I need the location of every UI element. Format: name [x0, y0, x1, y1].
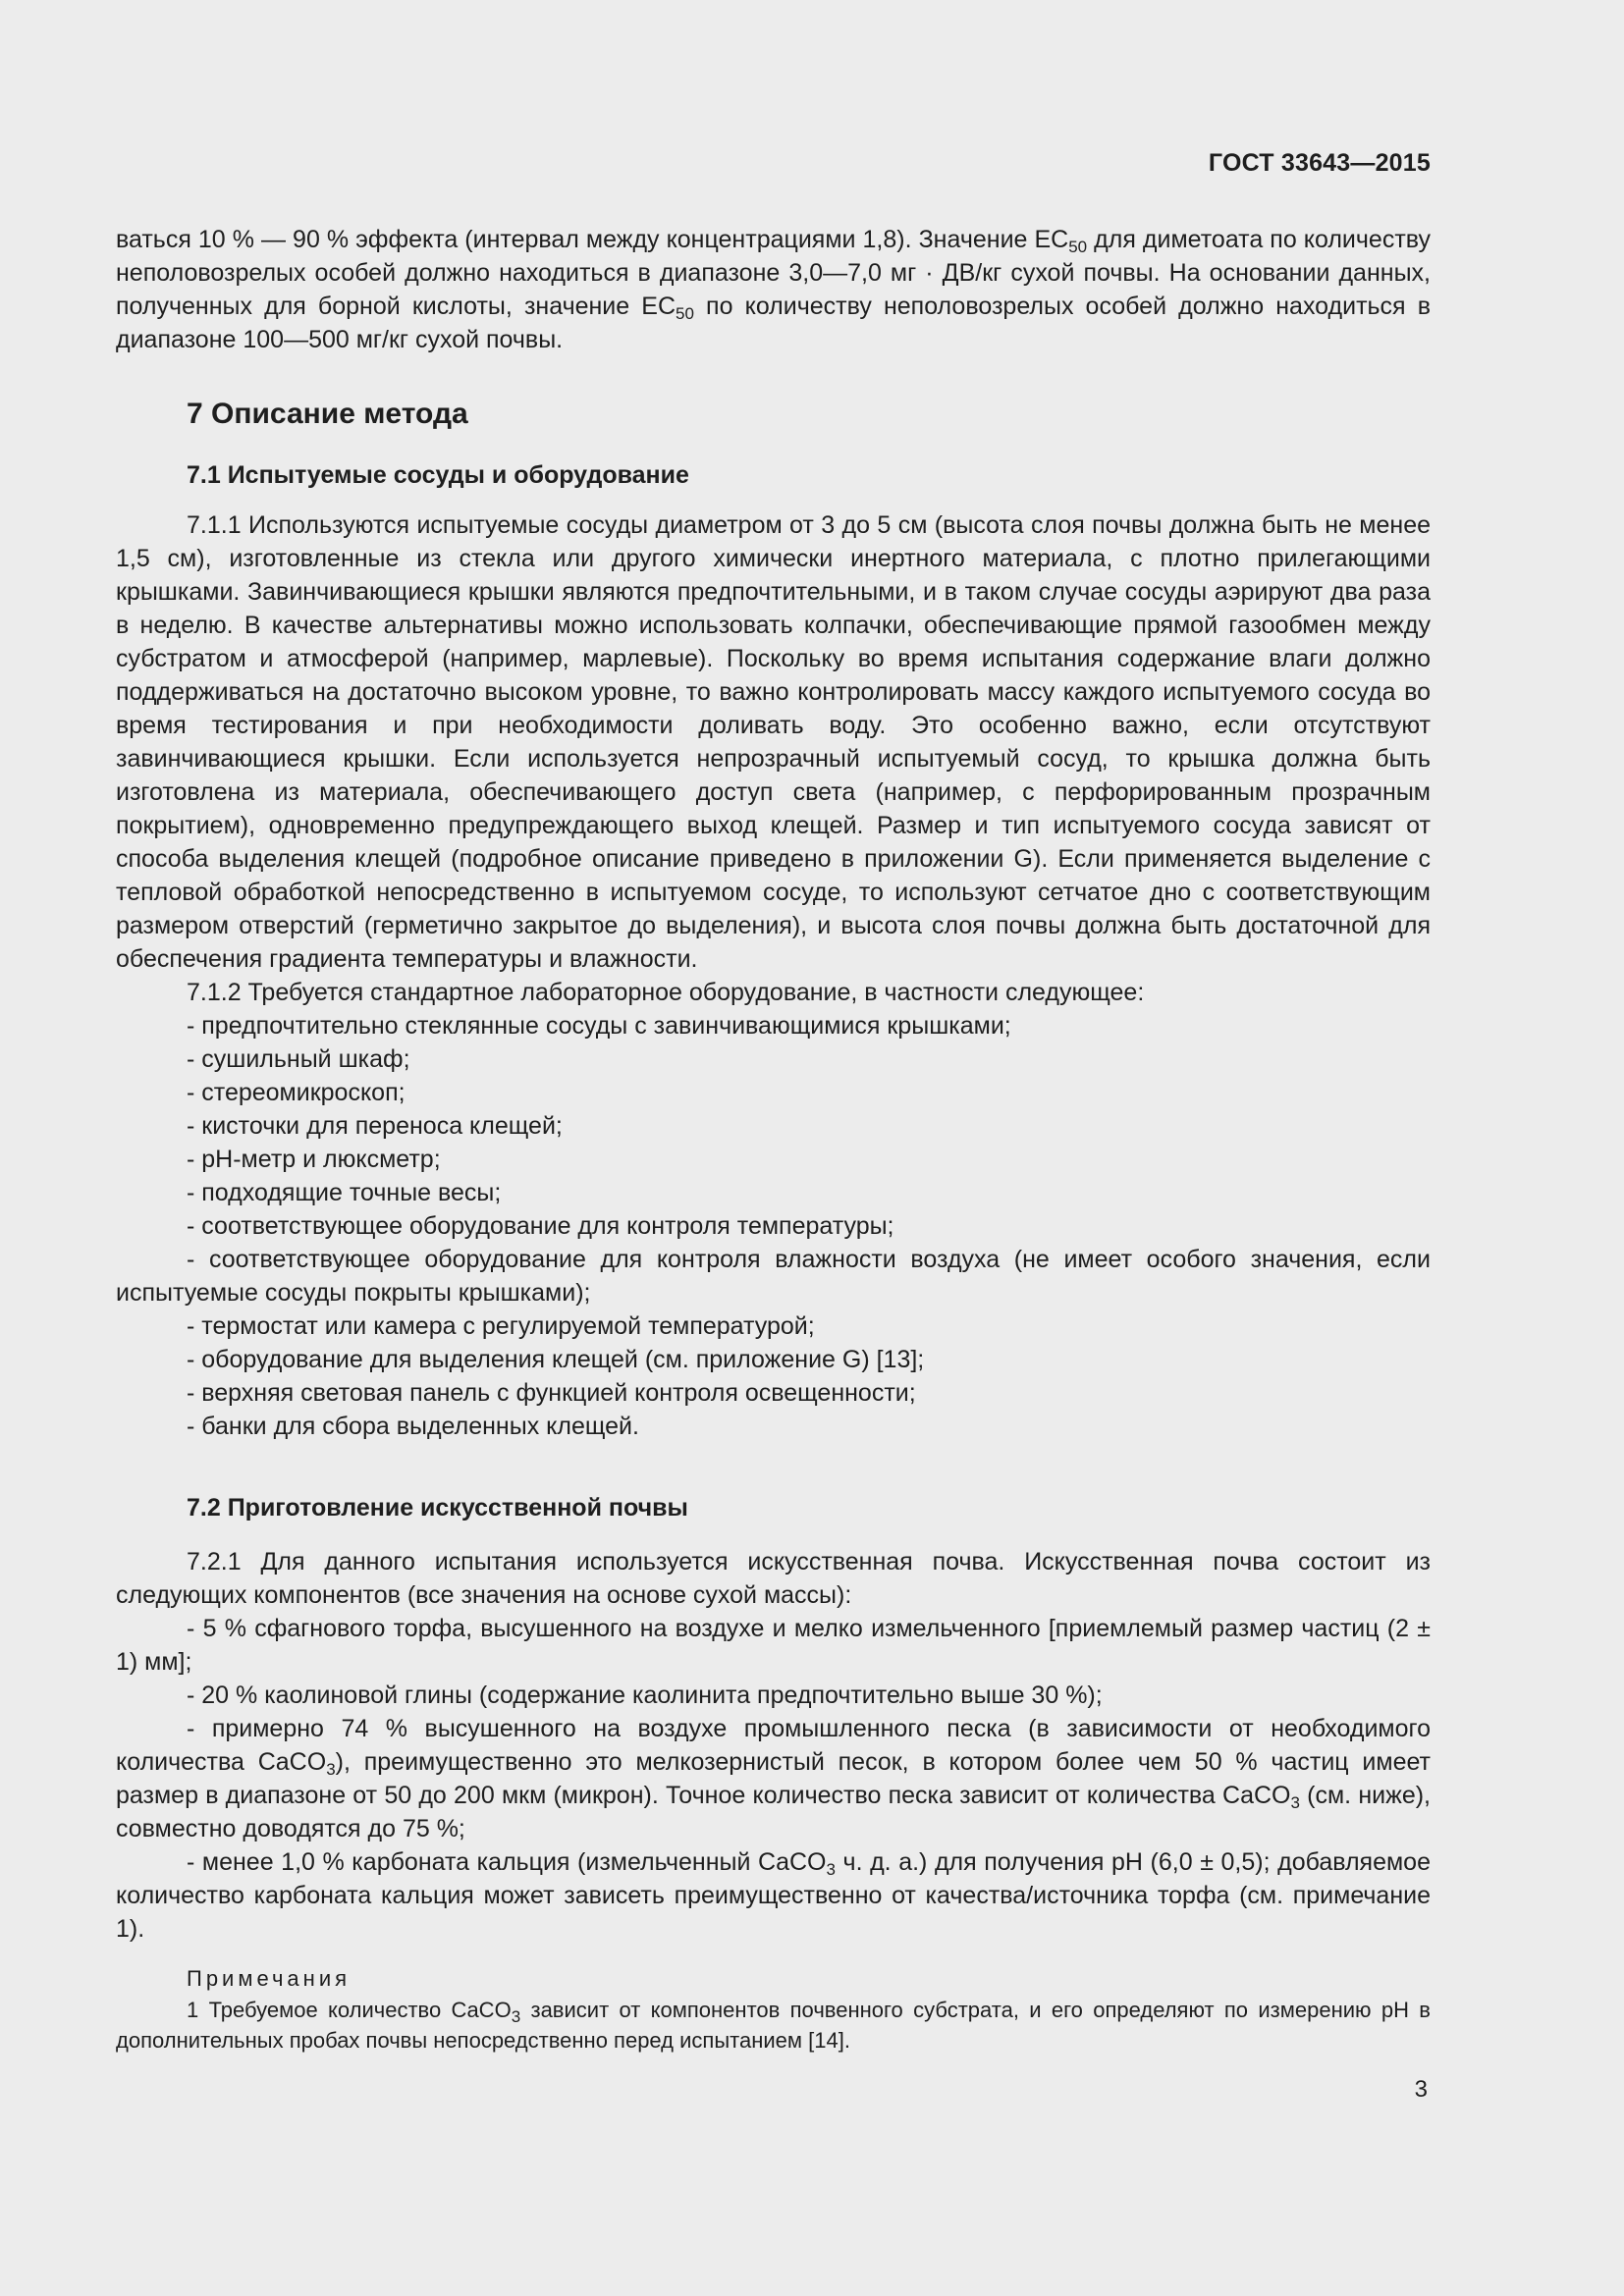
list-item: - pH-метр и люксметр; [187, 1146, 441, 1173]
list-item: - менее 1,0 % карбоната кальция (измельченный CaCO$_3$ ч. д. а.) для получения pH (6,0 ± 0,5); добавляемое количество карбоната кальция может зависеть преимущественно от качества/источника торфа (см. примечание 1). [116, 1848, 1431, 1943]
list-item: - стереомикроскоп; [187, 1079, 406, 1106]
section-7-2-heading: 7.2 Приготовление искусственной почвы [187, 1494, 688, 1522]
list-item: - термостат или камера с регулируемой температурой; [187, 1312, 815, 1340]
paragraph-7-1-1: 7.1.1 Используются испытуемые сосуды диаметром от 3 до 5 см (высота слоя почвы должна быть не менее 1,5 см), изготовленные из стекла или другого химически инертного материала, с плотно прилегающими крышками. Завинчивающиеся крышки являются предпочтительными, и в таком случае сосуды аэрируют два раза в неделю. В качестве альтернативы можно использовать колпачки, обеспечивающие прямой газообмен между субстратом и атмосферой (например, марлевые). Поскольку во время испытания содержание влаги должно поддерживаться на достаточно высоком уровне, то важно контролировать массу каждого испытуемого сосуда во время тестирования и при необходимости доливать воду. Это особенно важно, если отсутствуют завинчивающиеся крышки. Если используется непрозрачный испытуемый сосуд, то крышка должна быть изготовлена из материала, обеспечивающего доступ света (например, с перфорированным прозрачным покрытием), одновременно предупреждающего выход клещей. Размер и тип испытуемого сосуда зависят от способа выделения клещей (подробное описание приведено в приложении G). Если применяется выделение с тепловой обработкой непосредственно в испытуемом сосуде, то используют сетчатое дно с соответствующим размером отверстий (герметично закрытое до выделения), и высота слоя почвы должна быть достаточной для обеспечения градиента температуры и влажности. [116, 511, 1431, 973]
section-7-1-heading-block [116, 461, 1431, 490]
list-item: - 5 % сфагнового торфа, высушенного на воздухе и мелко измельченного [приемлемый размер частиц (2 ± 1) мм]; [116, 1615, 1431, 1676]
list-item: - подходящие точные весы; [187, 1179, 502, 1206]
list-item: - примерно 74 % высушенного на воздухе промышленного песка (в зависимости от необходимого количества CaCO$_3$), преимущественно это мелкозернистый песок, в котором более чем 50 % частиц имеет размер в диапазоне от 50 до 200 мкм (микрон). Точное количество песка зависит от количества CaCO$_3$ (см. ниже), совместно доводятся до 75 %; [116, 1715, 1431, 1842]
list-item: - соответствующее оборудование для контроля температуры; [187, 1212, 894, 1240]
intro-paragraph-block [116, 223, 1431, 356]
list-item: - банки для сбора выделенных клещей. [187, 1413, 639, 1440]
list-item: - верхняя световая панель с функцией контроля освещенности; [187, 1379, 916, 1407]
list-item: - предпочтительно стеклянные сосуды с завинчивающимися крышками; [187, 1012, 1011, 1040]
list-item: - кисточки для переноса клещей; [187, 1112, 563, 1140]
note-1: 1 Требуемое количество CaCO$_3$ зависит от компонентов почвенного субстрата, и его определяют по измерению pH в дополнительных пробах почвы непосредственно перед испытанием [14]. [116, 1998, 1431, 2053]
notes-title: Примечания [187, 1966, 352, 1991]
list-item: - оборудование для выделения клещей (см. приложение G) [13]; [187, 1346, 925, 1373]
list-item: - 20 % каолиновой глины (содержание каолинита предпочтительно выше 30 %); [187, 1682, 1103, 1709]
paragraph-7-2-1: 7.2.1 Для данного испытания используется искусственная почва. Искусственная почва состоит из следующих компонентов (все значения на основе сухой массы): [116, 1548, 1431, 1609]
document-id-header: ГОСТ 33643—2015 [1208, 149, 1431, 177]
notes-block [116, 1963, 1431, 2056]
list-item: - соответствующее оборудование для контроля влажности воздуха (не имеет особого значения, если испытуемые сосуды покрыты крышками); [116, 1246, 1431, 1307]
page-number: 3 [1414, 2076, 1428, 2103]
paragraph-7-1-2: 7.1.2 Требуется стандартное лабораторное оборудование, в частности следующее: [187, 979, 1145, 1006]
section-7-heading: 7 Описание метода [187, 398, 468, 430]
section-7-2-body [116, 1545, 1431, 1946]
section-7-2-heading-block [116, 1494, 1431, 1522]
section-7-heading-block [116, 398, 1431, 431]
section-7-1-body [116, 508, 1431, 1443]
list-item: - сушильный шкаф; [187, 1045, 410, 1073]
section-7-1-heading: 7.1 Испытуемые сосуды и оборудование [187, 461, 689, 489]
intro-paragraph: ваться 10 % — 90 % эффекта (интервал между концентрациями 1,8). Значение $ЕС_{50}$ для диметоата по количеству неполовозрелых особей должно находиться в диапазоне 3,0—7,0 мг · ДВ/кг сухой почвы. На основании данных, полученных для борной кислоты, значение $ЕС_{50}$ по количеству неполовозрелых особей должно находиться в диапазоне 100—500 мг/кг сухой почвы. [116, 226, 1431, 353]
